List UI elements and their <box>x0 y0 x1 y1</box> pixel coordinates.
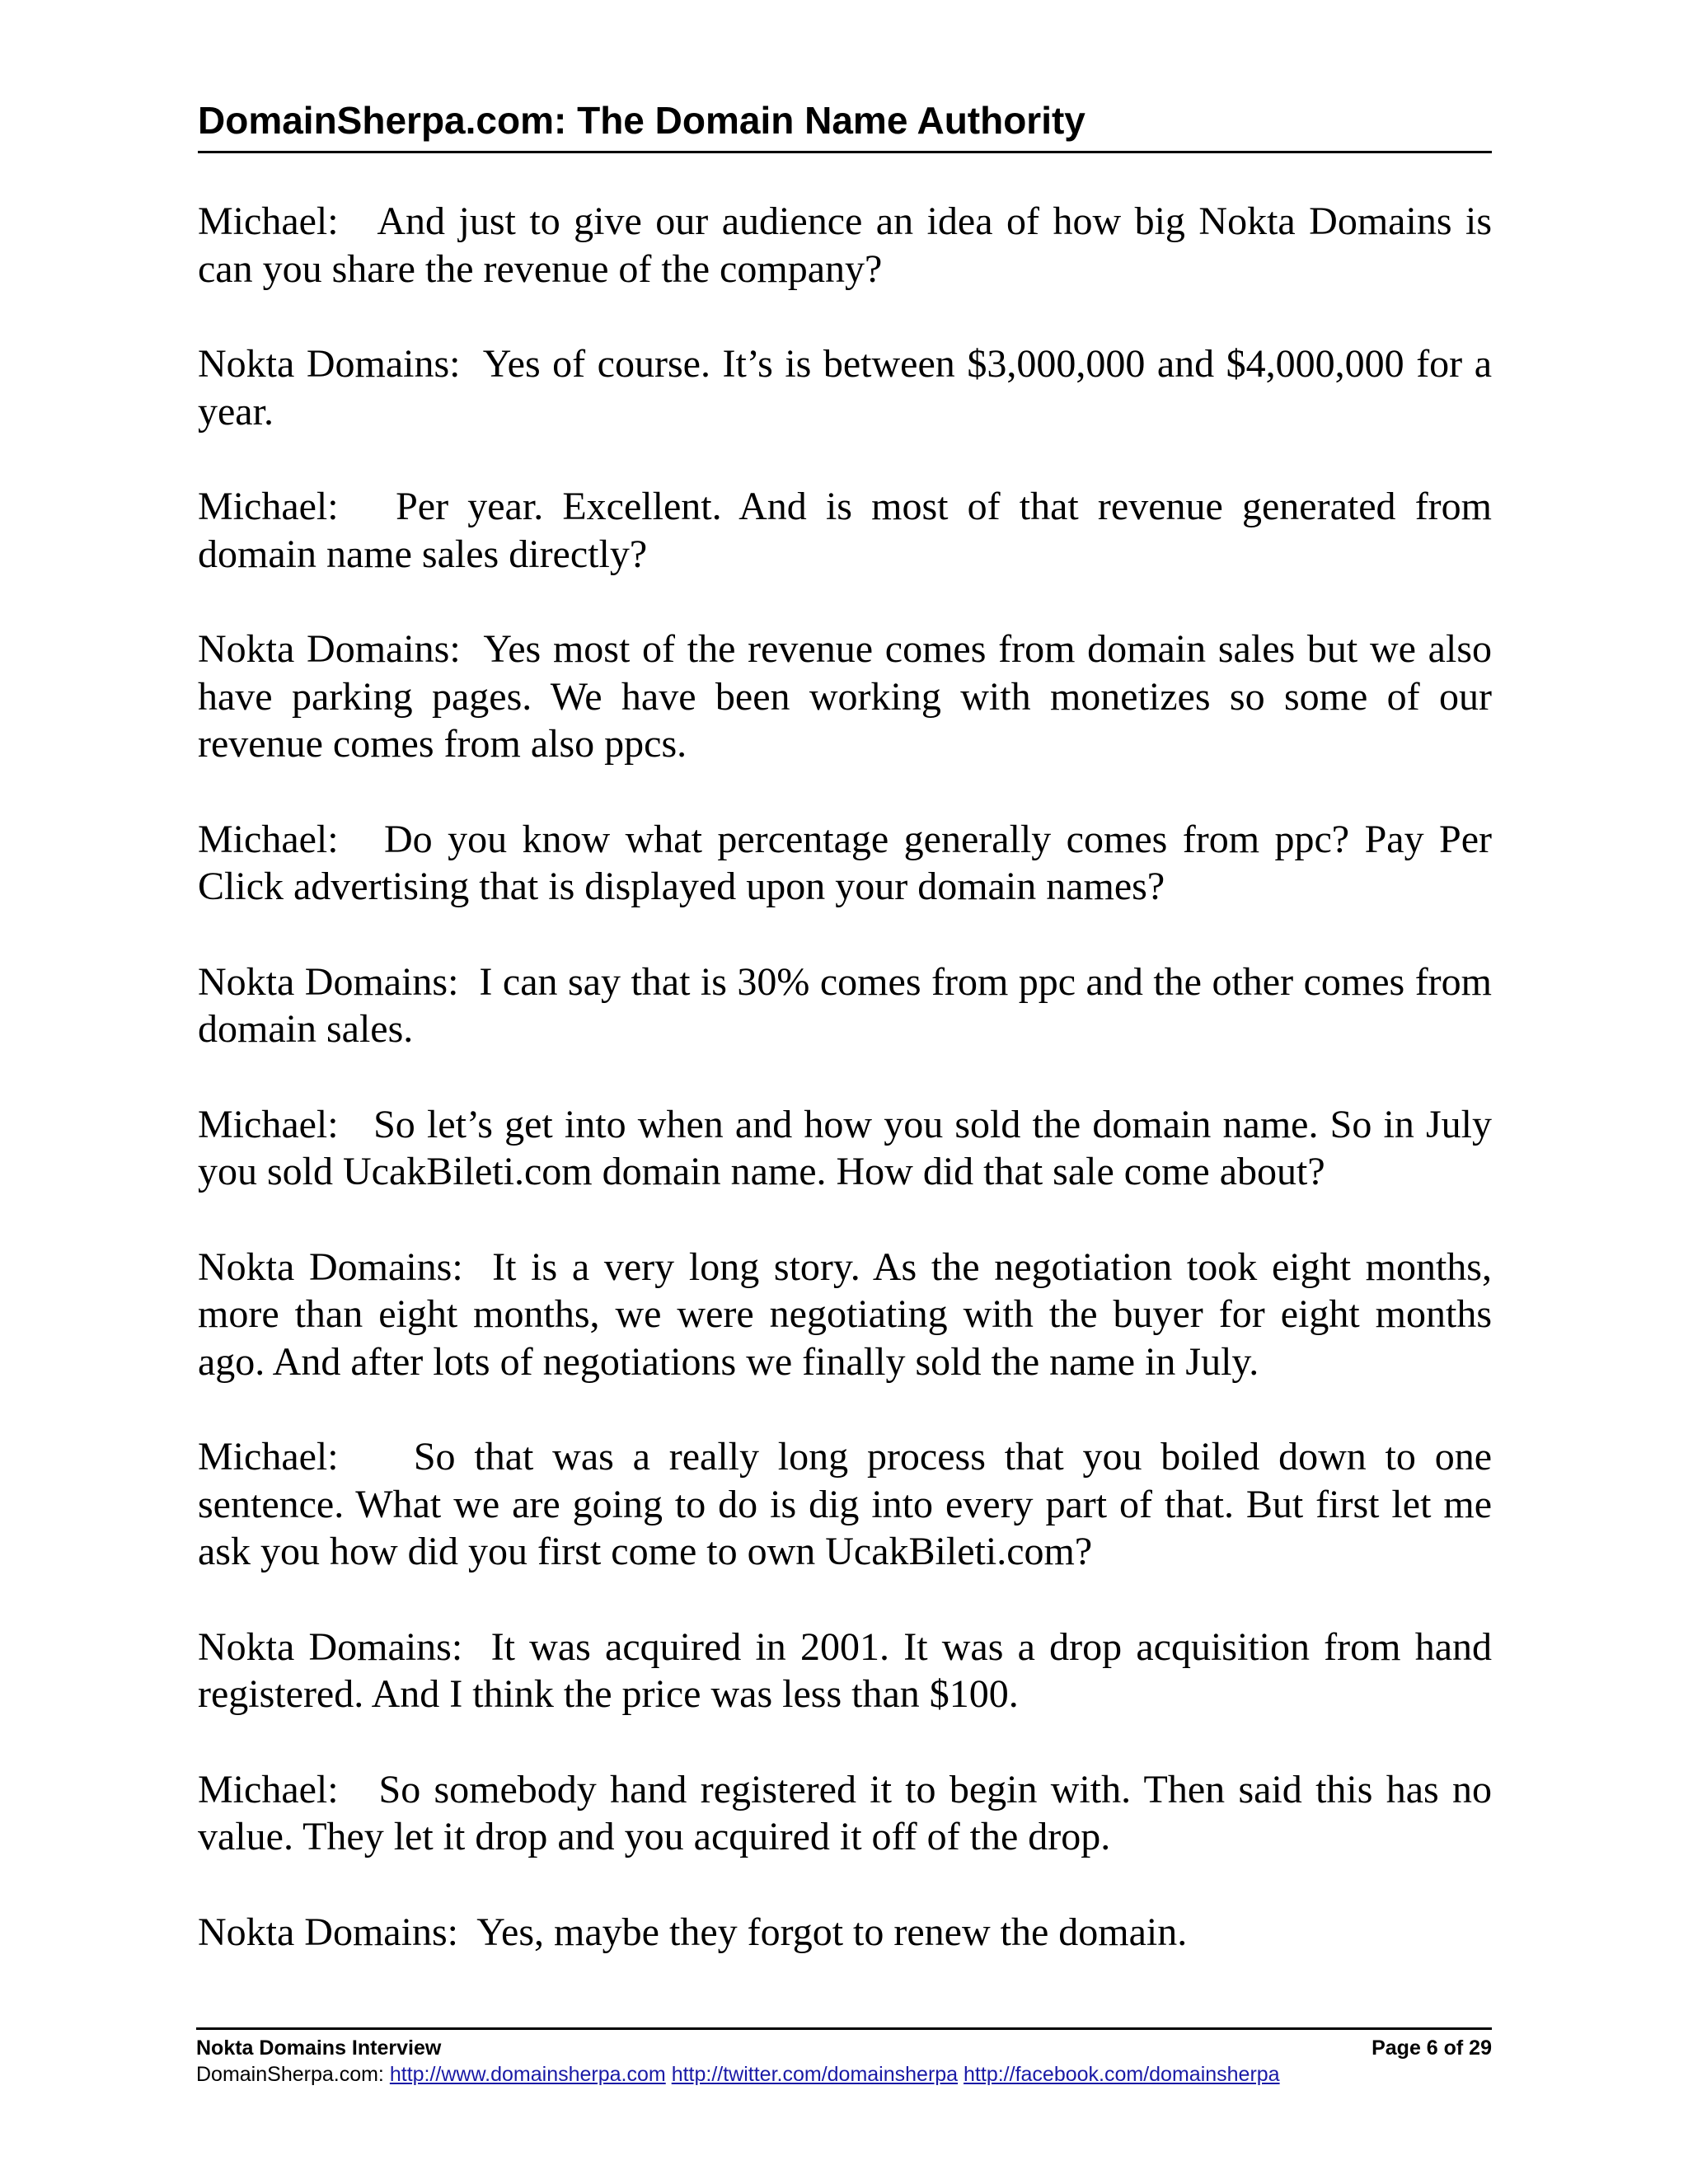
transcript-paragraph <box>198 198 1492 293</box>
website-link[interactable]: http://www.domainsherpa.com <box>389 2063 666 2086</box>
paragraph-text: Per year. Excellent. And is most of that revenue generated from domain name sales directly? <box>198 485 1493 576</box>
paragraph-text: It is a very long story. As the negotiation took eight months, more than eight months, we were negotiating with the buyer for eight months ago. And after lots of negotiations we finally sold the name in July. <box>198 1244 1492 1384</box>
header-title: DomainSherpa.com: The Domain Name Authority <box>198 99 1085 142</box>
paragraph-text: So that was a really long process that you boiled down to one sentence. What we are going to do is dig into every part of that. But first let me ask you how did you first come to own UcakBileti.com? <box>198 1435 1493 1573</box>
paragraph-text: Do you know what percentage generally comes from ppc? Pay Per Click advertising that is displayed upon your domain names? <box>198 817 1492 908</box>
transcript-paragraph <box>198 1101 1492 1196</box>
transcript-paragraph <box>198 1766 1492 1861</box>
speaker-label: Michael: <box>198 1435 339 1479</box>
speaker-label: Nokta Domains: <box>198 627 461 671</box>
speaker-label: Michael: <box>198 817 339 861</box>
speaker-label: Nokta Domains: <box>198 959 459 1004</box>
page-number: Page 6 of 29 <box>1372 2036 1492 2060</box>
paragraph-text: Yes most of the revenue comes from domain sales but we also have parking pages. We have been working with monetizes so some of our revenue comes from also ppcs. <box>198 627 1492 766</box>
transcript-paragraph <box>198 1909 1492 1957</box>
paragraph-text: Yes, maybe they forgot to renew the domain. <box>476 1910 1188 1954</box>
footer-interview-title: Nokta Domains Interview <box>196 2036 442 2060</box>
transcript-paragraph <box>198 958 1492 1053</box>
paragraph-text: Yes of course. It’s is between $3,000,000 and $4,000,000 for a year. <box>198 342 1493 434</box>
page-header <box>198 99 1492 153</box>
transcript-paragraph <box>198 626 1492 768</box>
speaker-label: Nokta Domains: <box>198 1244 463 1289</box>
footer-site-prefix: DomainSherpa.com: <box>196 2063 384 2086</box>
twitter-link[interactable]: http://twitter.com/domainsherpa <box>671 2063 959 2086</box>
speaker-label: Nokta Domains: <box>198 1910 458 1954</box>
transcript-paragraph <box>198 1244 1492 1386</box>
transcript-paragraph <box>198 340 1492 435</box>
footer-top-row <box>196 2035 1492 2061</box>
transcript-paragraph <box>198 483 1492 578</box>
speaker-label: Nokta Domains: <box>198 342 461 386</box>
interview-transcript <box>198 198 1492 2004</box>
page-footer <box>196 2027 1492 2088</box>
paragraph-text: I can say that is 30% comes from ppc and the other comes from domain sales. <box>198 959 1492 1051</box>
speaker-label: Michael: <box>198 485 339 528</box>
speaker-label: Michael: <box>198 199 339 243</box>
facebook-link[interactable]: http://facebook.com/domainsherpa <box>964 2063 1280 2086</box>
speaker-label: Michael: <box>198 1102 339 1146</box>
paragraph-text: It was acquired in 2001. It was a drop acquisition from hand registered. And I think the price was less than $100. <box>198 1624 1493 1716</box>
transcript-paragraph <box>198 1624 1492 1718</box>
paragraph-text: So somebody hand registered it to begin with. Then said this has no value. They let it drop and you acquired it off of the drop. <box>198 1767 1493 1858</box>
speaker-label: Michael: <box>198 1767 339 1811</box>
footer-links-row <box>196 2061 1492 2088</box>
transcript-paragraph <box>198 816 1492 911</box>
paragraph-text: So let’s get into when and how you sold the domain name. So in July you sold UcakBileti.com domain name. How did that sale come about? <box>198 1102 1493 1193</box>
speaker-label: Nokta Domains: <box>198 1624 463 1669</box>
transcript-paragraph <box>198 1433 1492 1576</box>
paragraph-text: And just to give our audience an idea of how big Nokta Domains is can you share the revenue of the company? <box>198 199 1492 291</box>
